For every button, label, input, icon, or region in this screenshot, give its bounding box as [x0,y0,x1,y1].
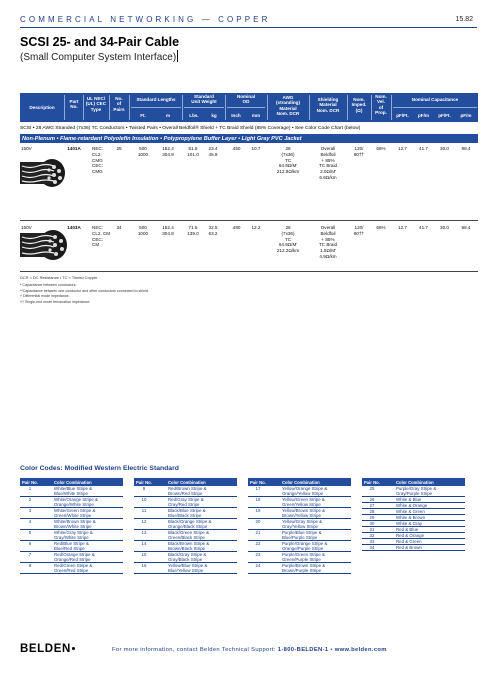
row-divider [20,220,478,221]
color-code-row [134,563,237,574]
color-combination: White & Gray [396,521,423,526]
cell-cap-2: 41.7 [419,146,428,151]
col-part-no: Part No. [69,99,79,110]
col-kg: kg [211,113,217,118]
color-code-row [248,497,351,508]
pair-number: 5 [28,530,32,535]
col-lbs: Lbs. [189,113,199,118]
color-combination: Red & Orange [396,533,425,538]
cell-velocity: 66% [376,146,386,151]
pair-number: 24 [255,563,261,568]
color-combination: Yellow/Green Stripe & Green/Yellow Stripe [282,497,325,507]
col-awg: AWG (stranding) Material Nom. DCR [276,95,300,117]
cell-description: 150V [21,225,32,230]
color-combination: Red & Green [396,539,422,544]
color-combination: Black/Gray Stripe & Gray/Black Stripe [168,552,207,562]
cell-awg: 28 (7x36) TC 64.9Ω/M' 212.9Ω/km [276,146,300,175]
pair-number: 18 [255,497,261,502]
color-code-row [20,563,123,574]
color-code-row [248,530,351,541]
page-number: 15.82 [455,16,473,23]
color-code-row [20,552,123,563]
cell-impedance: 120/ 80†† [353,225,365,236]
logo-text: BELDEN [20,643,71,655]
color-combination: Red & Blue [396,527,419,532]
cell-description: 150V [21,146,32,151]
color-code-row [20,497,123,508]
color-code-header [20,478,123,486]
color-code-row [134,530,237,541]
cell-velocity: 66% [376,225,386,230]
col-cap-3: pF/Ft. [438,113,451,118]
color-combination-header: Color Combination [168,479,206,485]
cell-pairs: 25 [116,146,122,151]
color-code-row [134,519,237,530]
cell-m: 152.4 304.8 [162,146,174,157]
pair-number: 2 [28,497,32,502]
sub-divider [393,107,477,108]
pair-number: 34 [369,545,375,550]
color-combination: Black/Orange Stripe & Orange/Black Stripe [168,519,212,529]
pair-number: 7 [28,552,32,557]
text-cursor [177,50,178,62]
col-description: Description [29,105,55,110]
col-ul-type: UL NEC/ (UL) CEC Type [85,96,107,112]
color-combination: White/Gray Stripe & Gray/White Stripe [54,530,93,540]
color-combination: Red/Orange Stripe & Orange/Red Stripe [54,552,95,562]
pair-number: 17 [255,486,261,491]
color-combination: Red & Brown [396,545,422,550]
color-code-header [362,478,465,486]
spec-table-header [20,93,478,122]
cell-kg: 23.4 45.9 [208,146,218,157]
color-combination: Black/Green Stripe & Green/Black Stripe [168,530,209,540]
color-code-row [248,508,351,519]
abbreviation-defs: DCR = DC Resistance • TC = Tinned Copper [20,275,98,280]
color-combination: Red/Blue Stripe & Blue/Red Stripe [54,541,89,551]
cell-awg: 28 (7x36) TC 64.9Ω/M' 212.2Ω/km [276,225,300,254]
color-combination: Purple/Gray Stripe & Gray/Purple Stripe [396,486,437,496]
col-ft: Ft. [140,113,146,118]
construction-note: SCSI • 28 AWG Stranded (7x36) TC Conductors • Twisted Pairs • Overall Beldfoil® Shield + TC Braid Shield (85% Coverage) • See Color Code Chart (below) [20,126,361,131]
color-code-row [248,552,351,563]
color-combination: Purple/Orange Stripe & Orange/Purple Stripe [282,541,328,551]
color-code-row [20,530,123,541]
color-combination-header: Color Combination [54,479,92,485]
contact-text: For more information, contact Belden Technical Support: [112,647,276,653]
pair-no-header: Pair No. [250,479,266,485]
pair-number: 31 [369,527,375,532]
color-code-row [134,541,237,552]
page-subtitle [20,50,178,63]
logo-dot [72,647,75,650]
pair-number: 25 [369,486,375,491]
color-combination: Black/Blue Stripe & Blue/Black Stripe [168,508,206,518]
color-combination: Purple/Brown Stripe & Brown/Purple Stripe [282,563,326,573]
cell-kg: 32.5 63.2 [208,225,218,236]
cell-inch: .450 [231,146,241,151]
footnote: * Capacitance between conductors. [20,283,77,287]
color-code-row [20,486,123,497]
cell-m: 152.4 304.8 [162,225,174,236]
color-combination: Yellow/Blue Stripe & Blue/Yellow Stripe [168,563,208,573]
color-code-row [248,486,351,497]
cell-mm: 10.7 [251,146,261,151]
page-title: SCSI 25- and 34-Pair Cable [20,35,180,49]
pair-number: 21 [255,530,261,535]
cell-part-no: 1401A [67,146,81,151]
color-combination: Red/Gray Stripe & Gray/Red Stripe [168,497,204,507]
color-combination: Red/Brown Stripe & Brown/Red Stripe [168,486,207,496]
color-combination: White & Blue [396,497,422,502]
cell-shielding: Overall Beldfoil + 85% TC Braid 2.0Ω/M' 6.6Ω/km [318,146,338,180]
pair-no-header: Pair No. [22,479,38,485]
color-combination: Yellow/Gray Stripe & Gray/Yellow Stripe [282,519,323,529]
cell-pairs: 34 [116,225,122,230]
col-capacitance: Nominal Capacitance [411,97,459,102]
cell-lbs: 51.5 101.0 [187,146,199,157]
pair-number: 33 [369,539,375,544]
pair-number: 23 [255,552,261,557]
cell-shielding: Overall Beldfoil + 85% TC Braid 1.5Ω/M' 4.9Ω/km [318,225,338,259]
pair-number: 9 [142,486,146,491]
cell-lbs: 71.5 139.0 [187,225,199,236]
color-combination: Yellow/Brown Stripe & Brown/Yellow Stripe [282,508,326,518]
footnote: †† Single-end mode termination impedance. [20,299,91,304]
pair-number: 26 [369,497,375,502]
col-impedance: Nom. Imped. (Ω) [351,97,367,113]
section-title: Non-Plenum • Flame-retardant Polyolefin Insulation • Polypropylene Buffer Layer • Light Gray PVC Jacket [22,135,302,142]
color-code-header [248,478,351,486]
color-combination: White/Brown Stripe & Brown/White Stripe [54,519,96,529]
cell-ul-type: NEC: CL2, CMG CEC: CMG [92,146,103,175]
col-velocity: Nom. Vel. of Prop. [375,94,387,116]
color-combination: White & Brown [396,515,426,520]
color-code-row [134,508,237,519]
cell-mm: 12.2 [251,225,261,230]
color-combination: White & Green [396,509,425,514]
color-combination: Yellow/Orange Stripe & Orange/Yellow Stripe [282,486,328,496]
col-inch: Inch [231,113,241,118]
cell-cap-1: 12.7 [398,225,407,230]
support-phone[interactable]: 1-800-BELDEN-1 [277,647,329,653]
col-standard-lengths: Standard Lengths [136,97,176,102]
cell-ft: 500 1000 [137,225,149,236]
pair-number: 29 [369,515,375,520]
footer-contact [112,647,387,653]
color-code-column [248,478,351,574]
color-code-row [134,552,237,563]
color-code-row [248,541,351,552]
pair-number: 4 [28,519,32,524]
color-code-row [20,508,123,519]
color-code-row [20,541,123,552]
color-code-row [20,519,123,530]
color-combination: White/Green Stripe & Green/White Stripe [54,508,96,518]
sub-divider [131,107,181,108]
col-pairs: No. of Pairs [113,96,125,112]
cell-part-no: 1403A [67,225,81,230]
color-code-column [20,478,123,574]
color-combination: Purple/Blue Stripe & Blue/Purple Stripe [282,530,322,540]
footnote: **Capacitance between one conductor and other conductors connected to shield. [20,288,149,293]
pair-number: 13 [141,530,147,535]
color-combination: White/Orange Stripe & Orange/White Stripe [54,497,98,507]
color-combination-header: Color Combination [396,479,434,485]
cell-ft: 500 1000 [137,146,149,157]
col-unit-weight: Standard Unit Weight [191,94,217,105]
header-rule [20,27,477,28]
website-link[interactable]: www.belden.com [334,647,387,653]
pair-number: 20 [255,519,261,524]
cell-ul-type: NEC: CL2, CM CEC: CM [92,225,111,248]
color-code-row [134,486,237,497]
pair-number: 8 [28,563,32,568]
pair-no-header: Pair No. [364,479,380,485]
color-code-row [362,486,465,497]
color-code-row [248,519,351,530]
sub-divider [227,107,265,108]
footnote: † Differential mode impedance. [20,294,70,299]
col-cap-4: pF/m [460,113,472,118]
color-combination: White/Blue Stripe & Blue/White Stripe [54,486,93,496]
pair-number: 28 [369,509,375,514]
pair-number: 27 [369,503,375,508]
col-cap-2: pF/m [418,113,429,118]
pair-number: 16 [141,563,147,568]
pair-number: 3 [28,508,32,513]
pair-number: 14 [141,541,147,546]
col-cap-1: pF/Ft. [396,113,409,118]
cell-cap-4: 98.4 [461,146,471,151]
color-code-column [362,478,465,551]
pair-number: 30 [369,521,375,526]
subtitle-text: (Small Computer System Interface) [20,52,177,63]
pair-number: 12 [141,519,147,524]
pair-number: 32 [369,533,375,538]
pair-number: 11 [141,508,147,513]
cell-impedance: 120/ 80†† [353,146,365,157]
sub-divider [184,107,224,108]
color-codes-title: Color Codes: Modified Western Electric Standard [20,465,179,472]
pair-number: 19 [255,508,261,513]
belden-logo [20,643,75,655]
cell-cap-1: 12.7 [398,146,407,151]
bullet-separator: • [330,647,333,653]
footnotes [20,283,149,305]
pair-number: 6 [28,541,32,546]
cell-cap-3: 30.0 [440,225,449,230]
color-combination-header: Color Combination [282,479,320,485]
pair-number: 10 [141,497,147,502]
cell-cap-4: 98.4 [461,225,471,230]
color-code-column [134,478,237,574]
pair-no-header: Pair No. [136,479,152,485]
table-bottom-rule [20,271,478,272]
col-od: Nominal OD [236,94,256,105]
color-combination: White & Orange [396,503,428,508]
color-combination: Black/Brown Stripe & Brown/Black Stripe [168,541,210,551]
cell-cap-2: 41.7 [419,225,428,230]
cell-cap-3: 30.0 [440,146,449,151]
color-code-row [362,545,465,551]
color-code-row [134,497,237,508]
pair-number: 22 [255,541,261,546]
pair-number: 1 [28,486,32,491]
color-combination: Purple/Green Stripe & Green/Purple Stripe [282,552,325,562]
cable-image [20,158,66,188]
col-shielding: Shielding Material Nom. DCR [316,97,340,113]
pair-number: 15 [141,552,147,557]
col-mm: mm [251,113,261,118]
category-header: COMMERCIAL NETWORKING — COPPER [20,15,271,24]
cell-inch: .480 [231,225,241,230]
col-m: m [165,113,171,118]
color-code-row [248,563,351,574]
cable-image [20,229,68,261]
color-combination: Red/Green Stripe & Green/Red Stripe [54,563,93,573]
color-code-header [134,478,237,486]
